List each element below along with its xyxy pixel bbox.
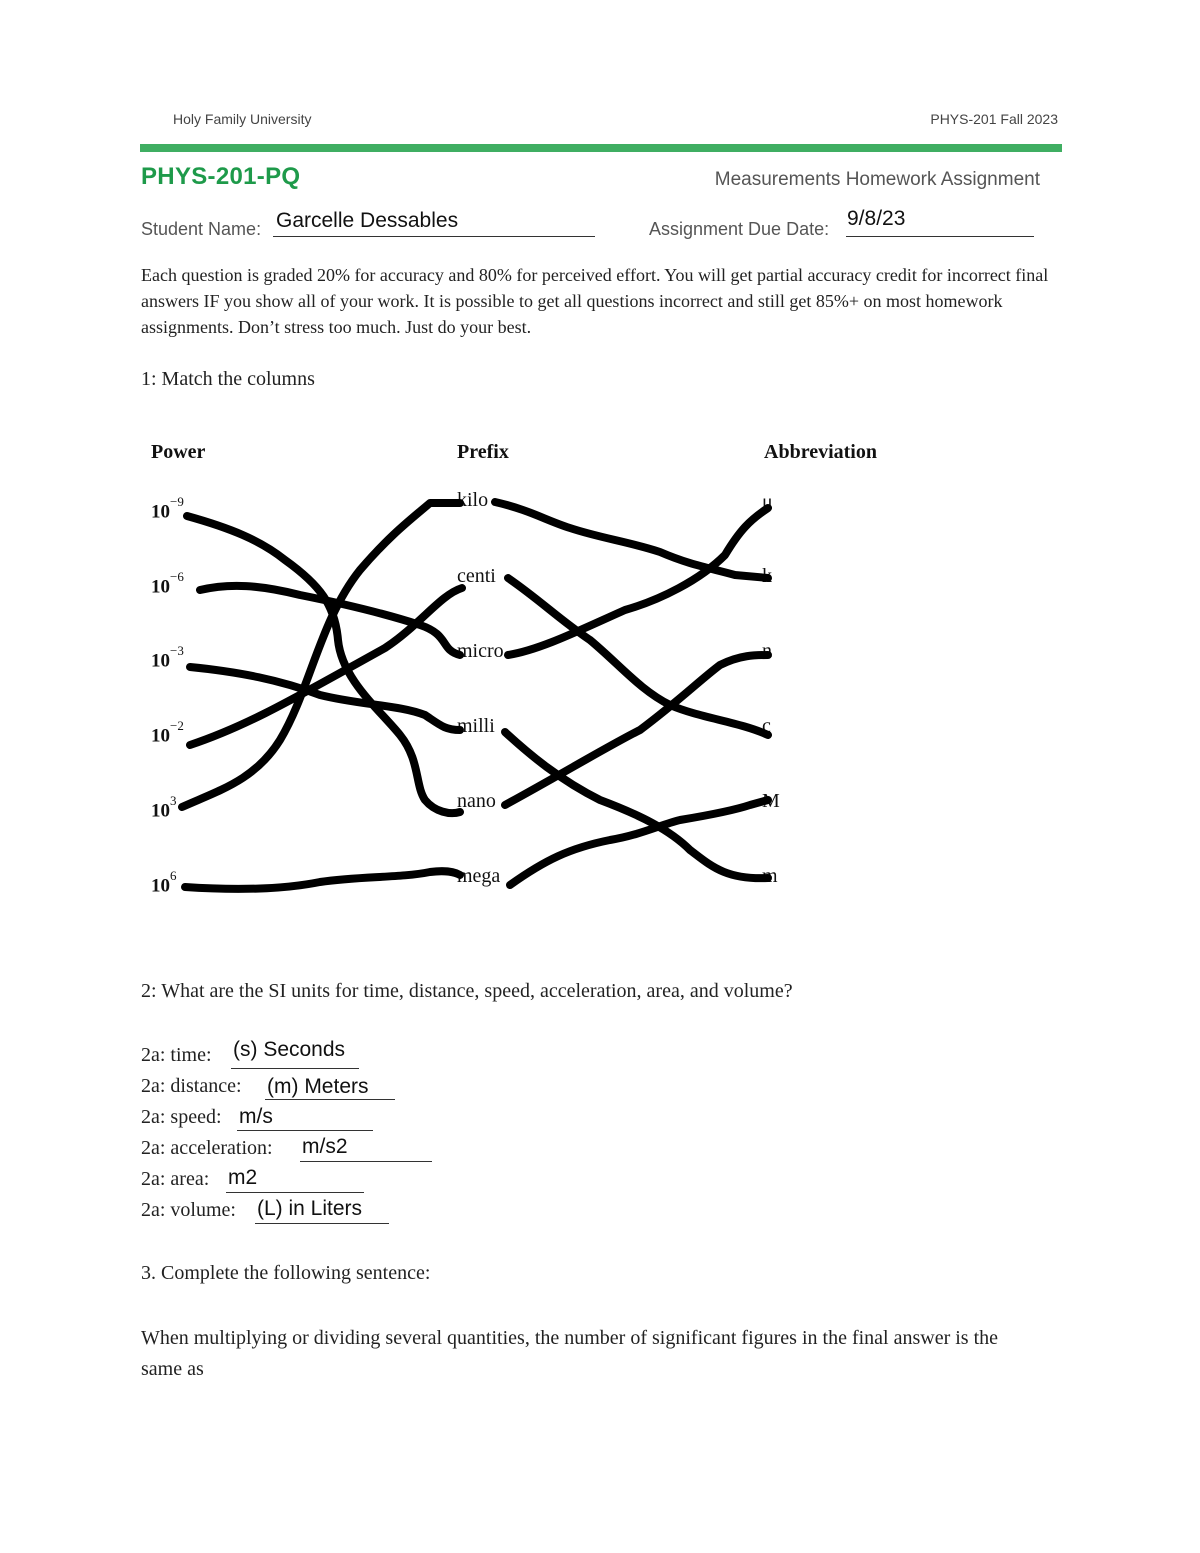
power-item xyxy=(151,494,184,523)
question-3-prompt: 3. Complete the following sentence: xyxy=(141,1262,431,1284)
due-date-label: Assignment Due Date: xyxy=(649,219,830,239)
answer-row xyxy=(141,1044,212,1067)
course-code: PHYS-201-PQ xyxy=(141,163,301,190)
prefix-item: kilo xyxy=(457,489,489,511)
assignment-title: Measurements Homework Assignment xyxy=(714,169,1040,190)
power-item xyxy=(151,868,177,897)
abbreviation-item: k xyxy=(762,565,772,587)
power-exponent: −9 xyxy=(170,494,184,509)
answer-line xyxy=(226,1192,364,1193)
abbreviation-item: c xyxy=(762,715,771,737)
match-stroke xyxy=(495,502,768,578)
answer-label: 2a: volume: xyxy=(141,1199,236,1221)
power-base: 10 xyxy=(151,576,170,598)
power-exponent: −3 xyxy=(170,643,184,658)
match-stroke xyxy=(510,800,768,885)
column-header-abbreviation: Abbreviation xyxy=(764,441,877,463)
match-stroke xyxy=(190,588,462,745)
due-date-field[interactable]: 9/8/23 xyxy=(847,207,906,230)
power-exponent: −2 xyxy=(170,718,184,733)
answer-line xyxy=(237,1130,373,1131)
answer-row xyxy=(141,1106,222,1129)
answer-acceleration-field[interactable]: m/s2 xyxy=(302,1135,348,1158)
answer-row xyxy=(141,1168,209,1191)
instructions-paragraph: Each question is graded 20% for accuracy and 80% for perceived effort. You will get partial accuracy credit for incorrect final answers IF you show all of your work. It is possible to get all questions incorrect and still get 85%+ on most homework assignments. Don’t stress too much. Just do your best. xyxy=(141,265,1049,337)
match-stroke xyxy=(508,508,768,655)
power-item xyxy=(151,643,184,672)
answer-volume-field[interactable]: (L) in Liters xyxy=(257,1197,363,1220)
answer-label: 2a: distance: xyxy=(141,1075,242,1097)
prefix-item: micro xyxy=(457,640,504,662)
prefix-item: nano xyxy=(457,790,496,812)
power-exponent: 6 xyxy=(170,868,177,883)
header-divider xyxy=(140,144,1062,152)
student-name-label: Student Name: xyxy=(141,219,262,239)
answer-label: 2a: speed: xyxy=(141,1106,222,1128)
course-term: PHYS-201 Fall 2023 xyxy=(930,111,1058,127)
power-item xyxy=(151,793,177,822)
answer-time-field[interactable]: (s) Seconds xyxy=(233,1038,346,1061)
student-name-field[interactable]: Garcelle Dessables xyxy=(276,209,459,232)
answer-line xyxy=(300,1161,432,1162)
answer-area-field[interactable]: m2 xyxy=(228,1166,258,1189)
match-stroke xyxy=(505,732,768,878)
question-2-prompt: 2: What are the SI units for time, distance, speed, acceleration, area, and volume? xyxy=(141,980,793,1002)
abbreviation-item: m xyxy=(762,865,778,887)
power-exponent: −6 xyxy=(170,569,184,584)
prefix-item: centi xyxy=(457,565,496,587)
answer-row xyxy=(141,1075,242,1098)
match-stroke xyxy=(508,578,768,735)
answer-label: 2a: acceleration: xyxy=(141,1137,273,1159)
prefix-item: mega xyxy=(457,865,501,887)
prefix-item: milli xyxy=(457,715,495,737)
match-stroke xyxy=(200,586,460,655)
power-base: 10 xyxy=(151,725,170,747)
match-stroke xyxy=(187,516,460,813)
match-stroke xyxy=(182,503,460,807)
column-header-power: Power xyxy=(151,441,206,463)
institution-name: Holy Family University xyxy=(173,111,312,127)
abbreviation-item: n xyxy=(762,640,772,662)
answer-line xyxy=(255,1223,389,1224)
power-base: 10 xyxy=(151,875,170,897)
answer-label: 2a: area: xyxy=(141,1168,210,1190)
match-stroke xyxy=(505,655,768,805)
answer-line xyxy=(265,1099,395,1100)
question-3-body: When multiplying or dividing several quantities, the number of significant figures in the final answer is the same as xyxy=(141,1327,999,1380)
power-base: 10 xyxy=(151,501,170,523)
answer-row xyxy=(141,1199,236,1222)
answer-line xyxy=(231,1068,359,1069)
answer-row xyxy=(141,1137,273,1160)
answer-speed-field[interactable]: m/s xyxy=(239,1105,273,1128)
power-item xyxy=(151,718,184,747)
due-date-line xyxy=(846,236,1034,237)
answer-label: 2a: time: xyxy=(141,1044,212,1066)
column-header-prefix: Prefix xyxy=(457,441,509,463)
match-stroke xyxy=(185,871,460,889)
abbreviation-item: μ xyxy=(762,491,773,513)
question-1-prompt: 1: Match the columns xyxy=(141,368,315,390)
abbreviation-item: M xyxy=(762,790,780,812)
power-item xyxy=(151,569,184,598)
power-base: 10 xyxy=(151,800,170,822)
answer-distance-field[interactable]: (m) Meters xyxy=(267,1075,369,1098)
power-base: 10 xyxy=(151,650,170,672)
student-name-line xyxy=(273,236,595,237)
power-exponent: 3 xyxy=(170,793,177,808)
match-stroke xyxy=(190,667,460,730)
